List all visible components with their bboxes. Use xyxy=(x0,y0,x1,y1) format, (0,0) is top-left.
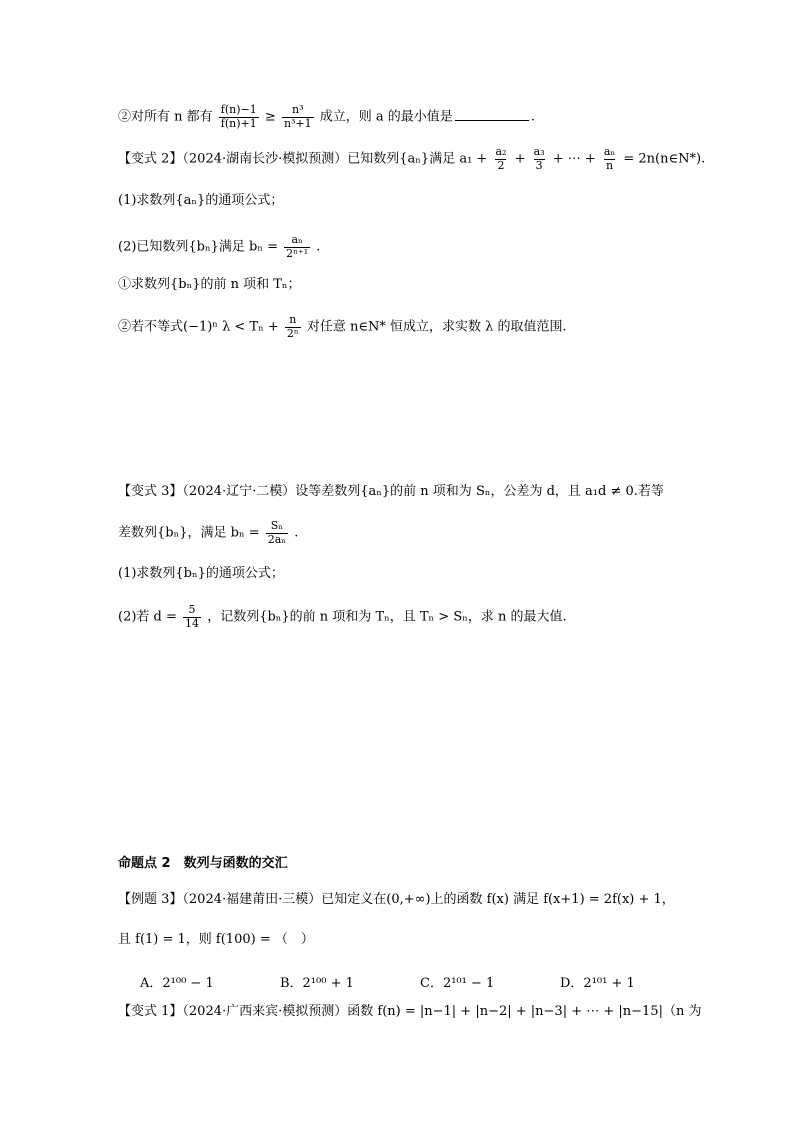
option-d[interactable]: D．2¹⁰¹ + 1 xyxy=(560,976,635,991)
variant-3-question-2: (2)若 d = $\frac{5}{14}$ ，记数列{bₙ}的前 n 项和为 Tₙ，且 Tₙ > Sₙ，求 n 的最大值. xyxy=(118,603,567,630)
variant-2-statement: 【变式 2】（2024·湖南长沙·模拟预测）已知数列{aₙ}满足 a₁ + $\frac{\text{a₂}}{2}$ + $\frac{\text{a₃}}{3}$ + ⋯ + $\frac{\text{aₙ}}{n}$ = 2n(n∈N*). xyxy=(118,145,706,172)
question-2: (2)已知数列{bₙ}满足 bₙ = $\frac{\text{aₙ}}{\text{2ⁿ⁺¹}}$ . xyxy=(118,233,321,260)
answer-options xyxy=(140,972,700,991)
option-b[interactable]: B．2¹⁰⁰ + 1 xyxy=(280,976,354,991)
question-2-2: ②若不等式(−1)ⁿ λ < Tₙ + $\frac{n}{\text{2ⁿ}}$ 对任意 n∈N* 恒成立，求实数 λ 的取值范围. xyxy=(118,313,567,340)
variant-3-question-1: (1)求数列{bₙ}的通项公式； xyxy=(118,566,284,581)
variant-3-line2: 差数列{bₙ}，满足 bₙ = $\frac{\text{Sₙ}}{\text{2aₙ}}$ . xyxy=(118,519,299,546)
question-1: (1)求数列{aₙ}的通项公式； xyxy=(118,193,284,208)
answer-blank xyxy=(455,110,529,121)
section-heading: 命题点 2 数列与函数的交汇 xyxy=(118,856,288,871)
problem-line-min-a: ②对所有 n 都有 $\frac{f(n)-1}{f(n)+1}$ ≥ $\frac{\text{n³}}{\text{n³+1}}$ 成立，则 a 的最小值是 . xyxy=(118,103,535,130)
example-3-line1: 【例题 3】（2024·福建莆田·三模）已知定义在(0,+∞)上的函数 f(x) 满足 f(x+1) = 2f(x) + 1， xyxy=(118,892,675,907)
variant-3-line1: 【变式 3】（2024·辽宁·二模）设等差数列{aₙ}的前 n 项和为 Sₙ，公差为 d，且 a₁d ≠ 0.若等 xyxy=(118,484,664,499)
example-3-line2: 且 f(1) = 1，则 f(100) = （ ） xyxy=(118,932,314,947)
option-c[interactable]: C．2¹⁰¹ − 1 xyxy=(420,976,495,991)
fraction-f: $\frac{f(n)-1}{f(n)+1}$ xyxy=(220,103,257,130)
option-a[interactable]: A．2¹⁰⁰ − 1 xyxy=(140,976,214,991)
fraction-n3: $\frac{\text{n³}}{\text{n³+1}}$ xyxy=(283,103,312,130)
variant-1-statement: 【变式 1】（2024·广西来宾·模拟预测）函数 f(n) = |n−1| + |n−2| + |n−3| + ⋯ + |n−15|（n 为 xyxy=(118,1004,702,1019)
question-2-1: ①求数列{bₙ}的前 n 项和 Tₙ； xyxy=(118,277,301,292)
